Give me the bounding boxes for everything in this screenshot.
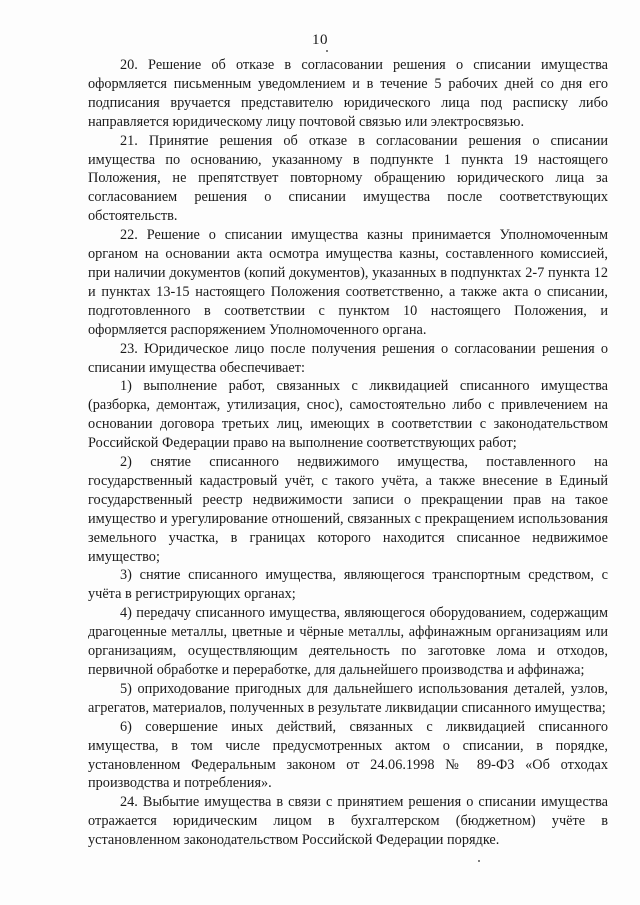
paragraph-24: 24. Выбытие имущества в связи с принятием решения о списании имущества отражается юридическим лицом в бухгалтерском (бюджетном) учёте в установленном законодательством Российской Федерации порядке.: [88, 794, 608, 849]
subparagraph-23-5: 5) оприходование пригодных для дальнейшего использования деталей, узлов, агрегатов, материалов, полученных в результате ликвидации списанного имущества;: [88, 680, 608, 716]
subparagraph-23-3: 3) снятие списанного имущества, являющегося транспортным средством, с учёта в регистрирующих органах;: [88, 567, 608, 603]
paragraph-20: 20. Решение об отказе в согласовании решения о списании имущества оформляется письменным уведомлением и в течение 5 рабочих дней со дня его подписания вручается представителю юридического лица под расписку либо направляется юридическому лицу почтовой связью или электросвязью.: [88, 57, 608, 130]
paragraph-21: 21. Принятие решения об отказе в согласовании решения о списании имущества по основанию, указанному в подпункте 1 пункта 19 настоящего Положения, не препятствует повторному обращению юридического лица за согласованием решения о списании имущества после соответствующих обстоятельств.: [88, 132, 608, 225]
paragraph-22: 22. Решение о списании имущества казны принимается Уполномоченным органом на основании акта осмотра имущества казны, составленного комиссией, при наличии документов (копий документов), указанных в подпунктах 2-7 пункта 12 и пунктах 13-15 настоящего Положения соответственно, а также акта о списании, подготовленного в соответствии с пунктом 10 настоящего Положения, и оформляется распоряжением Уполномоченного органа.: [88, 227, 608, 338]
subparagraph-23-4: 4) передачу списанного имущества, являющегося оборудованием, содержащим драгоценные металлы, цветные и чёрные металлы, аффинажным организациям или организациям, осуществляющим деятельность по заготовке лома и отходов, первичной обработке и переработке, для дальнейшего производства и аффинажа;: [88, 605, 608, 678]
subparagraph-23-6: 6) совершение иных действий, связанных с ликвидацией списанного имущества, в том числе предусмотренных актом о списании, в порядке, установленном Федеральным законом от 24.06.1998 № 89-ФЗ «Об отходах производства и потребления».: [88, 718, 608, 792]
subparagraph-23-2: 2) снятие списанного недвижимого имущества, поставленного на государственный кадастровый учёт, с такого учёта, а также внесение в Единый государственный реестр недвижимости записи о прекращении прав на такое имущество и урегулирование отношений, связанных с прекращением использования земельного участка, в границах которого находится списанное недвижимое имущество;: [88, 454, 608, 565]
subparagraph-23-1: 1) выполнение работ, связанных с ликвидацией списанного имущества (разборка, демонтаж, утилизация, снос), самостоятельно либо с привлечением на основании договора третьих лиц, имеющих в соответствии с законодательством Российской Федерации право на выполнение соответствующих работ;: [88, 378, 608, 452]
scan-speck: [478, 860, 480, 862]
document-body: [88, 56, 608, 850]
paragraph-23: 23. Юридическое лицо после получения решения о согласовании решения о списании имущества обеспечивает:: [88, 340, 608, 376]
scan-speck: [326, 50, 328, 52]
page-number: 10: [312, 32, 328, 48]
